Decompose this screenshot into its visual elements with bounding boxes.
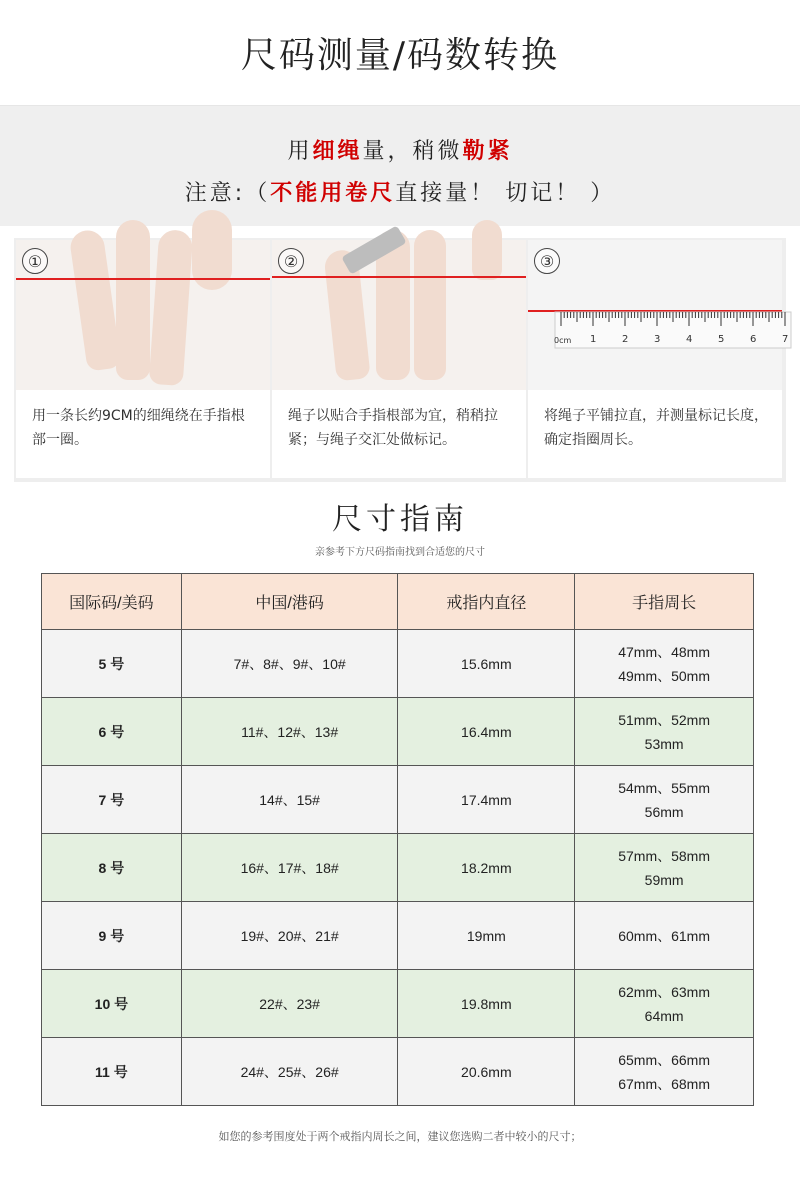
- step-number: ①: [22, 248, 48, 274]
- cell-finger-circumference: [575, 766, 754, 834]
- page-title: 尺码测量/码数转换: [240, 35, 560, 76]
- cell-intl-size: 5 号: [42, 630, 182, 698]
- step-card-3: [528, 240, 789, 478]
- ruler-tick-label: 2: [622, 334, 629, 345]
- circumference-line: 47mm、48mm: [618, 643, 710, 660]
- cell-inner-diameter: 15.6mm: [398, 630, 575, 698]
- step-caption: 用一条长约9CM的细绳绕在手指根部一圈。: [32, 408, 245, 448]
- table-row: [42, 902, 754, 970]
- cell-finger-circumference: [575, 902, 754, 970]
- column-header: 手指周长: [575, 574, 754, 630]
- table-row: [42, 834, 754, 902]
- cell-finger-circumference: [575, 970, 754, 1038]
- measure-notice: [0, 106, 800, 226]
- cell-cn-size: 24#、25#、26#: [181, 1038, 398, 1106]
- notice-text: 直接量！ 切记！ ）: [395, 181, 616, 206]
- cell-intl-size: 9 号: [42, 902, 182, 970]
- cell-cn-size: 11#、12#、13#: [181, 698, 398, 766]
- ruler-tick-label: 1: [590, 334, 597, 345]
- notice-line-1: [0, 134, 800, 165]
- cell-finger-circumference: [575, 698, 754, 766]
- cell-inner-diameter: 19mm: [398, 902, 575, 970]
- cell-intl-size: 10 号: [42, 970, 182, 1038]
- cell-cn-size: 22#、23#: [181, 970, 398, 1038]
- cell-inner-diameter: 19.8mm: [398, 970, 575, 1038]
- size-guide-subtitle: 亲参考下方尺码指南找到合适您的尺寸: [315, 547, 485, 558]
- cell-cn-size: 7#、8#、9#、10#: [181, 630, 398, 698]
- step-number: ②: [278, 248, 304, 274]
- size-table: [41, 573, 754, 1106]
- cell-cn-size: 19#、20#、21#: [181, 902, 398, 970]
- table-row: [42, 1038, 754, 1106]
- ruler-tick-label: 4: [686, 334, 693, 345]
- cell-intl-size: 7 号: [42, 766, 182, 834]
- circumference-line: 64mm: [644, 1007, 684, 1024]
- circumference-line: 59mm: [644, 871, 684, 888]
- cell-intl-size: 8 号: [42, 834, 182, 902]
- cell-inner-diameter: 20.6mm: [398, 1038, 575, 1106]
- cell-inner-diameter: 18.2mm: [398, 834, 575, 902]
- ruler-unit: 0cm: [554, 336, 572, 345]
- cell-inner-diameter: 16.4mm: [398, 698, 575, 766]
- ruler-tick-label: 5: [718, 334, 725, 345]
- notice-highlight: 细绳: [312, 139, 363, 164]
- column-header: 戒指内直径: [398, 574, 575, 630]
- circumference-line: 49mm、50mm: [618, 667, 710, 684]
- table-row: [42, 630, 754, 698]
- cell-cn-size: 14#、15#: [181, 766, 398, 834]
- hand-photo-1: [16, 240, 270, 390]
- ruler-tick-label: 6: [750, 334, 757, 345]
- circumference-line: 57mm、58mm: [618, 847, 710, 864]
- cell-finger-circumference: [575, 1038, 754, 1106]
- cell-finger-circumference: [575, 630, 754, 698]
- table-header-row: [42, 574, 754, 630]
- circumference-line: 60mm、61mm: [618, 927, 710, 944]
- circumference-line: 62mm、63mm: [618, 983, 710, 1000]
- cell-intl-size: 6 号: [42, 698, 182, 766]
- notice-highlight: 不能用卷尺: [270, 181, 396, 206]
- measure-steps: [14, 238, 789, 482]
- cell-cn-size: 16#、17#、18#: [181, 834, 398, 902]
- circumference-line: 56mm: [644, 803, 684, 820]
- ruler-icon: [546, 312, 800, 352]
- table-row: [42, 698, 754, 766]
- footnote: 如您的参考围度处于两个戒指内周长之间，建议您选购二者中较小的尺寸；: [218, 1130, 582, 1143]
- cell-intl-size: 11 号: [42, 1038, 182, 1106]
- ruler-tick-label: 7: [782, 334, 789, 345]
- notice-text: 注意:（: [184, 181, 271, 206]
- step-number: ③: [534, 248, 560, 274]
- table-row: [42, 970, 754, 1038]
- cell-inner-diameter: 17.4mm: [398, 766, 575, 834]
- notice-text: 用: [287, 139, 313, 164]
- circumference-line: 51mm、52mm: [618, 711, 710, 728]
- circumference-line: 53mm: [644, 735, 684, 752]
- page-header: [0, 0, 800, 106]
- notice-line-2: [0, 176, 800, 207]
- notice-highlight: 勒紧: [462, 139, 513, 164]
- table-row: [42, 766, 754, 834]
- ruler-photo: [528, 240, 789, 390]
- step-caption: 绳子以贴合手指根部为宜，稍稍拉紧；与绳子交汇处做标记。: [288, 408, 498, 448]
- cell-finger-circumference: [575, 834, 754, 902]
- circumference-line: 54mm、55mm: [618, 779, 710, 796]
- step-card-1: [16, 240, 270, 478]
- size-guide-title: 尺寸指南: [332, 502, 468, 537]
- column-header: 中国/港码: [181, 574, 398, 630]
- step-card-2: [272, 240, 526, 478]
- hand-photo-2: [272, 240, 526, 390]
- column-header: 国际码/美码: [42, 574, 182, 630]
- step-caption: 将绳子平铺拉直，并测量标记长度，确定指圈周长。: [544, 408, 768, 448]
- circumference-line: 67mm、68mm: [618, 1075, 710, 1092]
- notice-text: 量，稍微: [362, 139, 463, 164]
- circumference-line: 65mm、66mm: [618, 1051, 710, 1068]
- ruler-tick-label: 3: [654, 334, 661, 345]
